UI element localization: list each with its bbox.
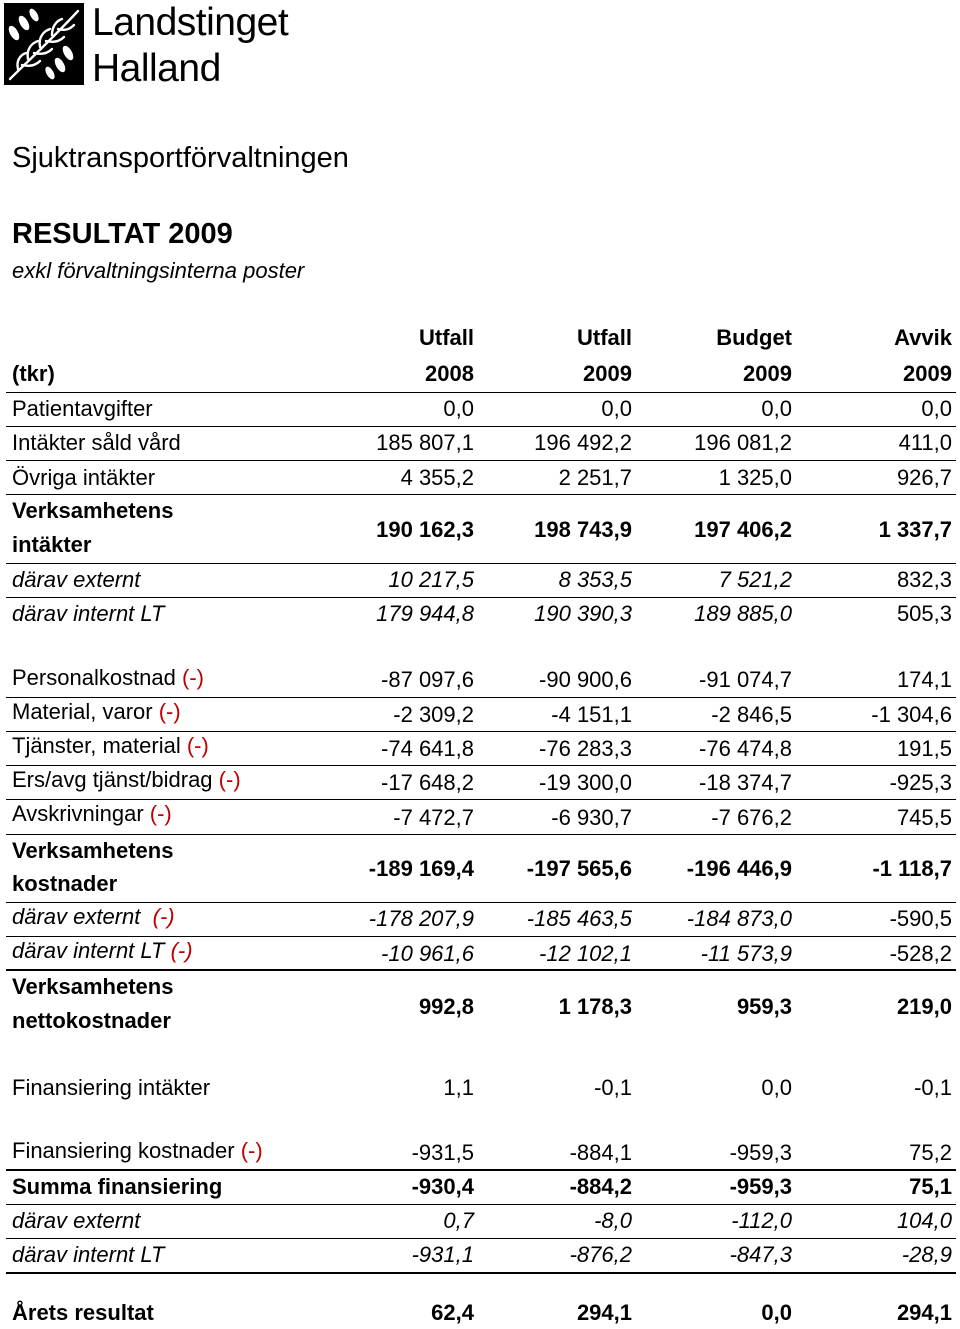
row-divider <box>6 1238 956 1239</box>
row-arets-resultat-utfall-2009: 294,1 <box>576 1300 632 1325</box>
row-intakter-sald-vard-utfall-2009: 196 492,2 <box>534 430 632 455</box>
column-header-utfall-2008-line1: Utfall <box>419 325 474 350</box>
row-material-varor-utfall-2009: -4 151,1 <box>551 702 632 727</box>
row-ers-avg-tjanst-bidrag-utfall-2009: -19 300,0 <box>539 770 632 795</box>
column-header-budget-2009-line1: Budget <box>716 325 792 350</box>
row-verksamhetens-nettokostnader-utfall-2009: 1 178,3 <box>558 994 632 1019</box>
row-patientavgifter-avvik-2009: 0,0 <box>921 396 952 421</box>
row-label-finansiering-intakter: Finansiering intäkter <box>12 1075 211 1100</box>
row-label-verksamhetens-nettokostnader-line1: Verksamhetens <box>12 974 174 999</box>
row-label-intakter-sald-vard: Intäkter såld vård <box>12 430 181 455</box>
row-label-darav-internt-lt-kostnader <box>12 938 193 964</box>
row-patientavgifter-utfall-2009: 0,0 <box>601 396 632 421</box>
row-darav-externt-finansiering-avvik-2009: 104,0 <box>896 1208 952 1233</box>
row-label-text: Material, varor <box>12 699 153 724</box>
row-label-verksamhetens-nettokostnader-line2: nettokostnader <box>12 1008 171 1033</box>
row-ovriga-intakter-budget-2009: 1 325,0 <box>718 465 792 490</box>
row-summa-finansiering-avvik-2009: 75,1 <box>909 1174 952 1199</box>
row-label-text: Personalkostnad <box>12 665 176 690</box>
organization-name: Sjuktransportförvaltningen <box>12 142 349 174</box>
column-header-utfall-2009-line1: Utfall <box>577 325 632 350</box>
row-label-verksamhetens-kostnader-line2: kostnader <box>12 871 118 896</box>
row-ers-avg-tjanst-bidrag-utfall-2008: -17 648,2 <box>381 770 474 795</box>
row-label-material-varor <box>12 699 181 725</box>
minus-marker: (-) <box>182 665 204 690</box>
row-intakter-sald-vard-budget-2009: 196 081,2 <box>694 430 792 455</box>
row-label-darav-internt-lt-finansiering: därav internt LT <box>12 1242 165 1267</box>
row-label-verksamhetens-kostnader-line1: Verksamhetens <box>12 838 174 863</box>
row-label-text: Ers/avg tjänst/bidrag <box>12 767 213 792</box>
row-divider <box>6 494 956 495</box>
row-darav-internt-lt-finansiering-avvik-2009: -28,9 <box>901 1242 952 1267</box>
row-darav-externt-finansiering-utfall-2008: 0,7 <box>443 1208 474 1233</box>
row-divider <box>6 799 956 800</box>
row-verksamhetens-kostnader-avvik-2009: -1 118,7 <box>872 856 952 881</box>
row-label-text: Avskrivningar <box>12 801 144 826</box>
row-finansiering-kostnader-avvik-2009: 75,2 <box>909 1140 952 1165</box>
row-darav-externt-finansiering-budget-2009: -112,0 <box>731 1208 792 1233</box>
row-darav-internt-lt-intakter-avvik-2009: 505,3 <box>896 601 952 626</box>
minus-marker: (-) <box>149 801 172 826</box>
row-verksamhetens-nettokostnader-avvik-2009: 219,0 <box>896 994 952 1019</box>
row-divider <box>6 765 956 766</box>
row-verksamhetens-intakter-budget-2009: 197 406,2 <box>694 517 792 542</box>
row-label-avskrivningar <box>12 801 172 827</box>
row-label-tjanster-material <box>12 733 209 759</box>
row-verksamhetens-nettokostnader-utfall-2008: 992,8 <box>418 994 474 1019</box>
header-divider <box>6 392 956 393</box>
row-verksamhetens-kostnader-utfall-2008: -189 169,4 <box>368 856 474 881</box>
row-darav-externt-kostnader-utfall-2008: -178 207,9 <box>368 906 474 931</box>
row-label-summa-finansiering: Summa finansiering <box>12 1174 223 1199</box>
row-darav-externt-finansiering-utfall-2009: -8,0 <box>594 1208 632 1233</box>
row-label-darav-internt-lt-intakter: därav internt LT <box>12 601 165 626</box>
row-arets-resultat-budget-2009: 0,0 <box>761 1300 792 1325</box>
landstinget-halland-logo-icon <box>4 3 84 85</box>
row-personalkostnad-budget-2009: -91 074,7 <box>699 667 792 692</box>
row-arets-resultat-avvik-2009: 294,1 <box>896 1300 952 1325</box>
row-verksamhetens-nettokostnader-budget-2009: 959,3 <box>736 994 792 1019</box>
row-summa-finansiering-budget-2009: -959,3 <box>729 1174 792 1199</box>
row-avskrivningar-utfall-2009: -6 930,7 <box>551 805 632 830</box>
logo-text-line1: Landstinget <box>92 1 289 44</box>
row-divider <box>6 697 956 698</box>
row-verksamhetens-intakter-avvik-2009: 1 337,7 <box>878 517 952 542</box>
minus-marker: (-) <box>170 938 193 963</box>
row-label-text: därav externt <box>12 904 141 929</box>
row-arets-resultat-utfall-2008: 62,4 <box>431 1300 474 1325</box>
row-finansiering-intakter-budget-2009: 0,0 <box>761 1075 792 1100</box>
row-divider <box>6 426 956 427</box>
logo-text-line2: Halland <box>92 47 221 90</box>
row-avskrivningar-utfall-2008: -7 472,7 <box>393 805 474 830</box>
row-material-varor-avvik-2009: -1 304,6 <box>871 702 952 727</box>
minus-marker: (-) <box>186 733 209 758</box>
section-divider <box>6 1272 956 1274</box>
section-divider <box>6 969 956 971</box>
row-tjanster-material-avvik-2009: 191,5 <box>896 736 952 761</box>
row-darav-internt-lt-kostnader-utfall-2008: -10 961,6 <box>381 941 474 966</box>
row-personalkostnad-avvik-2009: 174,1 <box>896 667 952 692</box>
row-patientavgifter-utfall-2008: 0,0 <box>443 396 474 421</box>
row-label-text: Tjänster, material <box>12 733 181 758</box>
row-ovriga-intakter-utfall-2009: 2 251,7 <box>558 465 632 490</box>
row-ovriga-intakter-avvik-2009: 926,7 <box>896 465 952 490</box>
minus-marker: (-) <box>158 699 181 724</box>
row-verksamhetens-intakter-utfall-2009: 198 743,9 <box>534 517 632 542</box>
row-finansiering-intakter-avvik-2009: -0,1 <box>914 1075 952 1100</box>
row-tjanster-material-budget-2009: -76 474,8 <box>699 736 792 761</box>
row-label-text: därav internt LT <box>12 938 165 963</box>
row-divider <box>6 460 956 461</box>
row-darav-externt-kostnader-budget-2009: -184 873,0 <box>686 906 792 931</box>
row-darav-internt-lt-intakter-utfall-2008: 179 944,8 <box>376 601 474 626</box>
row-label-arets-resultat: Årets resultat <box>12 1300 154 1325</box>
row-darav-externt-intakter-utfall-2009: 8 353,5 <box>558 567 632 592</box>
minus-marker: (-) <box>240 1138 263 1163</box>
column-header-avvik-2009-line1: Avvik <box>894 325 952 350</box>
row-tjanster-material-utfall-2008: -74 641,8 <box>381 736 474 761</box>
row-darav-internt-lt-finansiering-utfall-2009: -876,2 <box>569 1242 632 1267</box>
row-divider <box>6 834 956 835</box>
row-intakter-sald-vard-avvik-2009: 411,0 <box>898 430 952 455</box>
minus-marker: (-) <box>152 904 175 929</box>
column-header-utfall-2008-line2: 2008 <box>425 361 474 386</box>
row-finansiering-kostnader-budget-2009: -959,3 <box>729 1140 792 1165</box>
row-ovriga-intakter-utfall-2008: 4 355,2 <box>400 465 474 490</box>
row-summa-finansiering-utfall-2009: -884,2 <box>569 1174 632 1199</box>
column-header-budget-2009-line2: 2009 <box>743 361 792 386</box>
column-header-utfall-2009-line2: 2009 <box>583 361 632 386</box>
row-darav-externt-kostnader-avvik-2009: -590,5 <box>889 906 952 931</box>
row-label-finansiering-kostnader <box>12 1138 263 1164</box>
row-darav-externt-intakter-avvik-2009: 832,3 <box>896 567 952 592</box>
row-verksamhetens-kostnader-utfall-2009: -197 565,6 <box>526 856 632 881</box>
row-label-darav-externt-finansiering: därav externt <box>12 1208 141 1233</box>
row-avskrivningar-avvik-2009: 745,5 <box>896 805 952 830</box>
row-finansiering-intakter-utfall-2008: 1,1 <box>443 1075 474 1100</box>
row-label-personalkostnad <box>12 665 204 691</box>
row-darav-internt-lt-intakter-utfall-2009: 190 390,3 <box>534 601 632 626</box>
row-personalkostnad-utfall-2009: -90 900,6 <box>539 667 632 692</box>
row-label-darav-externt-kostnader <box>12 904 175 930</box>
section-divider <box>6 1169 956 1171</box>
row-darav-internt-lt-finansiering-budget-2009: -847,3 <box>729 1242 792 1267</box>
row-divider <box>6 936 956 937</box>
page-title: RESULTAT 2009 <box>12 218 233 250</box>
row-finansiering-kostnader-utfall-2008: -931,5 <box>411 1140 474 1165</box>
row-darav-internt-lt-kostnader-budget-2009: -11 573,9 <box>700 941 792 966</box>
row-finansiering-kostnader-utfall-2009: -884,1 <box>569 1140 632 1165</box>
row-divider <box>6 902 956 903</box>
minus-marker: (-) <box>218 767 241 792</box>
row-label-ers-avg-tjanst-bidrag <box>12 767 241 793</box>
page-subtitle: exkl förvaltningsinterna poster <box>12 258 305 283</box>
row-patientavgifter-budget-2009: 0,0 <box>761 396 792 421</box>
unit-label: (tkr) <box>12 361 55 386</box>
row-verksamhetens-kostnader-budget-2009: -196 446,9 <box>686 856 792 881</box>
row-label-patientavgifter: Patientavgifter <box>12 396 153 421</box>
row-darav-internt-lt-finansiering-utfall-2008: -931,1 <box>411 1242 474 1267</box>
row-darav-internt-lt-intakter-budget-2009: 189 885,0 <box>694 601 792 626</box>
row-darav-externt-intakter-budget-2009: 7 521,2 <box>718 567 792 592</box>
row-darav-internt-lt-kostnader-avvik-2009: -528,2 <box>889 941 952 966</box>
row-verksamhetens-intakter-utfall-2008: 190 162,3 <box>376 517 474 542</box>
logo <box>4 1 289 90</box>
row-label-verksamhetens-intakter-line2: intäkter <box>12 532 92 557</box>
row-label-darav-externt-intakter: därav externt <box>12 567 141 592</box>
row-material-varor-budget-2009: -2 846,5 <box>711 702 792 727</box>
row-divider <box>6 563 956 564</box>
row-darav-externt-kostnader-utfall-2009: -185 463,5 <box>526 906 632 931</box>
row-avskrivningar-budget-2009: -7 676,2 <box>711 805 792 830</box>
row-darav-internt-lt-kostnader-utfall-2009: -12 102,1 <box>539 941 632 966</box>
column-header-avvik-2009-line2: 2009 <box>903 361 952 386</box>
row-ers-avg-tjanst-bidrag-budget-2009: -18 374,7 <box>699 770 792 795</box>
row-divider <box>6 1204 956 1205</box>
row-intakter-sald-vard-utfall-2008: 185 807,1 <box>376 430 474 455</box>
row-material-varor-utfall-2008: -2 309,2 <box>393 702 474 727</box>
row-summa-finansiering-utfall-2008: -930,4 <box>411 1174 474 1199</box>
row-label-verksamhetens-intakter-line1: Verksamhetens <box>12 498 174 523</box>
row-divider <box>6 731 956 732</box>
row-darav-externt-intakter-utfall-2008: 10 217,5 <box>388 567 474 592</box>
row-divider <box>6 597 956 598</box>
row-label-text: Finansiering kostnader <box>12 1138 235 1163</box>
row-finansiering-intakter-utfall-2009: -0,1 <box>594 1075 632 1100</box>
row-tjanster-material-utfall-2009: -76 283,3 <box>539 736 632 761</box>
row-personalkostnad-utfall-2008: -87 097,6 <box>381 667 474 692</box>
row-label-ovriga-intakter: Övriga intäkter <box>12 465 156 490</box>
row-ers-avg-tjanst-bidrag-avvik-2009: -925,3 <box>889 770 952 795</box>
